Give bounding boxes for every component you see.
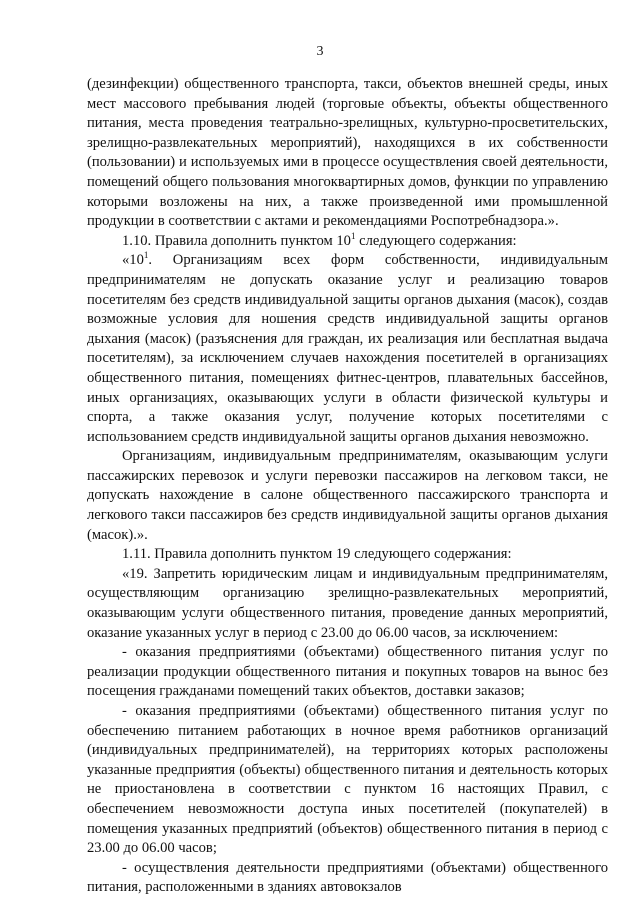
paragraph-text: «19. Запретить юридическим лицам и индивидуальным предпринимателям, осуществляющим организацию зрелищно-развлекательных мероприятий, оказывающим услуги общественного питания, проведение данных мероприятий, оказание указанных услуг в период с 23.00 до 06.00 часов, за исключением: [87, 565, 608, 641]
paragraph-text: Организациям, индивидуальным предпринимателям, оказывающим услуги пассажирских перевозок и услуги перевозки пассажиров на легковом такси, не допускать нахождение в салоне общественного пассажирского транспорта и легкового такси пассажиров без средств индивидуальной защиты органов дыхания (масок).». [87, 448, 608, 543]
paragraph-text: - оказания предприятиями (объектами) общественного питания услуг по обеспечению питанием работающих в ночное время работников организаций (индивидуальных предпринимателей), на территориях которых расположены указанные предприятия (объекты) общественного питания и деятельность которых не приостановлена в соответствии с пунктом 16 настоящих Правил, с обеспечением невозможности доступа иных посетителей (покупателей) в помещения указанных предприятий (объектов) общественного питания в период с 23.00 до 06.00 часов; [87, 703, 608, 857]
document-body [87, 75, 608, 898]
paragraph-text: - оказания предприятиями (объектами) общественного питания услуг по реализации продукции общественного питания и покупных товаров на вынос без посещения гражданами помещений таких объектов, доставки заказов; [87, 644, 608, 700]
paragraph-text: «10 [122, 252, 144, 269]
paragraph-text: 1.11. Правила дополнить пунктом 19 следующего содержания: [122, 546, 512, 563]
superscript: 1 [143, 250, 149, 261]
paragraph-p-cont [87, 75, 608, 232]
paragraph-p-19 [87, 565, 608, 643]
paragraph-p-exc-3 [87, 859, 608, 898]
paragraph-text: следующего содержания: [355, 232, 517, 249]
page-number: 3 [316, 44, 324, 59]
paragraph-text: - осуществления деятельности предприятиями (объектами) общественного питания, расположенными в зданиях автовокзалов [87, 859, 608, 896]
paragraph-p-exc-2 [87, 702, 608, 859]
paragraph-p-1-10 [87, 232, 608, 252]
paragraph-p-exc-1 [87, 643, 608, 702]
paragraph-p-1-11 [87, 545, 608, 565]
superscript: 1 [350, 230, 356, 241]
paragraph-p-transport [87, 447, 608, 545]
paragraph-p-10-1 [87, 251, 608, 447]
paragraph-text: . Организациям всех форм собственности, индивидуальным предпринимателям не допускать оказание услуг и реализацию товаров посетителям без средств индивидуальной защиты органов дыхания (масок), создав возможные условия для ношения средств индивидуальной защиты органов дыхания (масок) (разъяснения для граждан, их реализация или бесплатная выдача посетителям), за исключением случаев нахождения посетителей в организациях общественного питания, помещениях фитнес-центров, плавательных бассейнов, иных организациях, оказывающих услуги в области физической культуры и спорта, а также оказания услуг, получение которых посетителями с использованием средств индивидуальной защиты органов дыхания невозможно. [87, 252, 608, 445]
paragraph-text: (дезинфекции) общественного транспорта, такси, объектов внешней среды, иных мест массового пребывания людей (торговые объекты, объекты общественного питания, места проведения театрально-зрелищных, культурно-просветительских, зрелищно-развлекательных мероприятий), находящихся в их собственности (пользовании) и используемых ими в процессе осуществления своей деятельности, помещений общего пользования многоквартирных домов, функции по управлению которыми возложены на них, а также произведенной ими промышленной продукции в соответствии с актами и рекомендациями Роспотребнадзора.». [87, 76, 608, 230]
paragraph-text: 1.10. Правила дополнить пунктом 10 [122, 232, 351, 249]
